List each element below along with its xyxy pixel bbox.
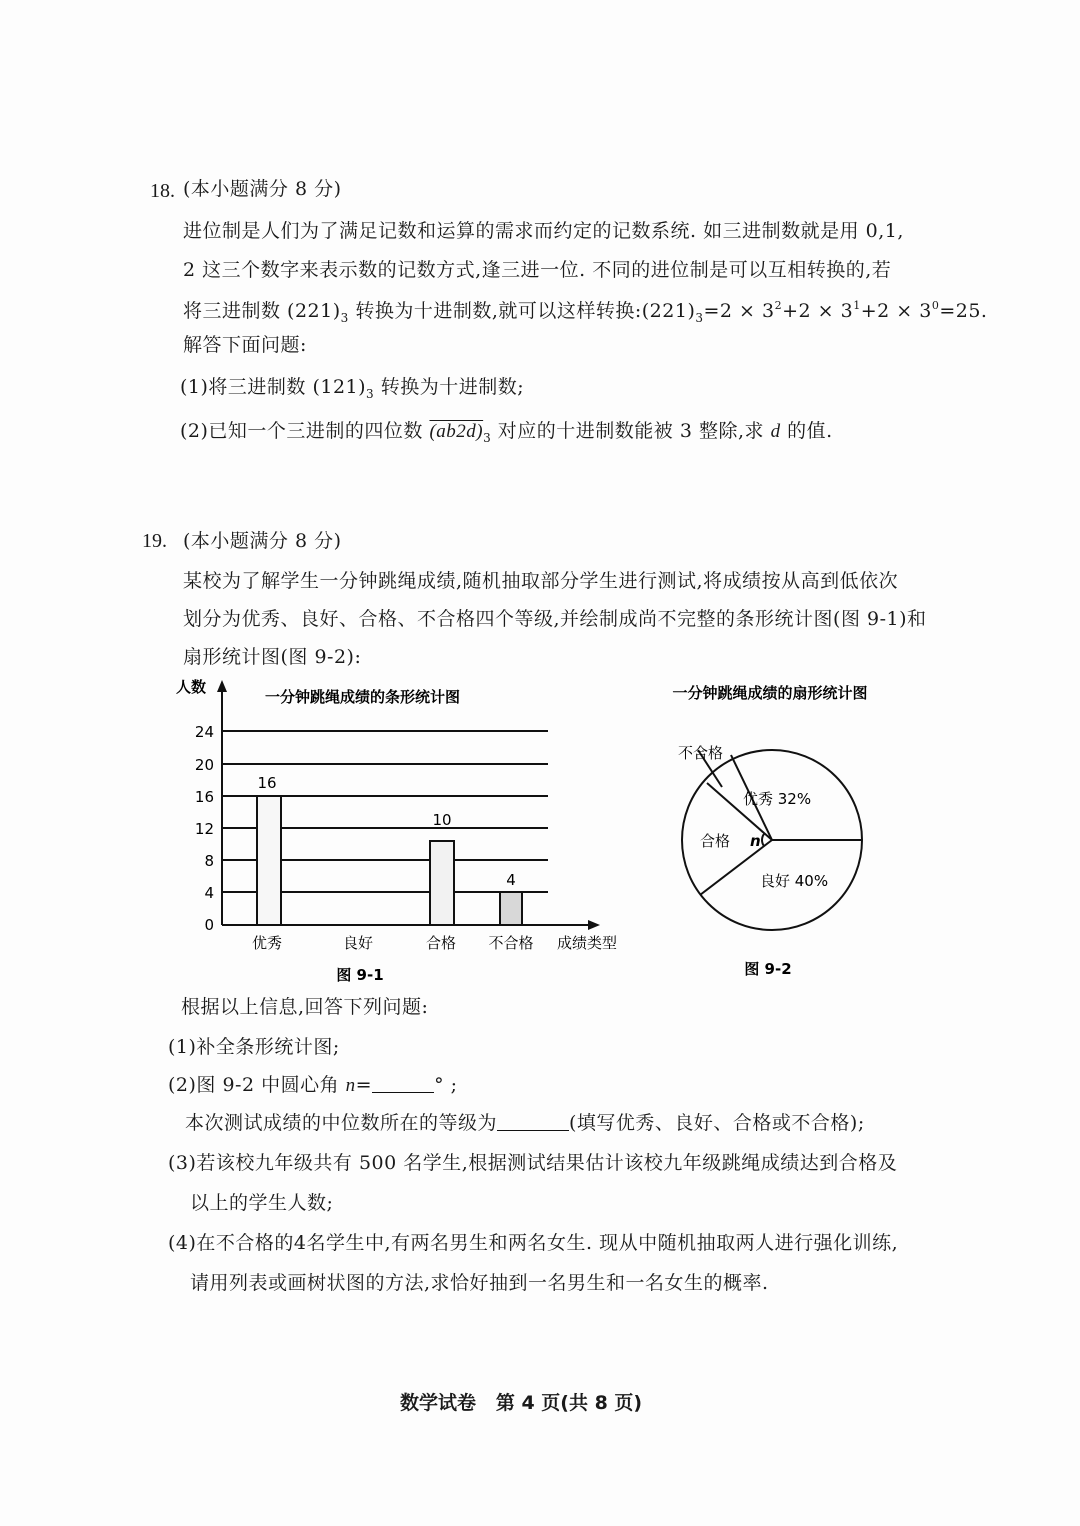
- answer-blank-angle[interactable]: [372, 1074, 434, 1093]
- q19-subquestion-2-line2: 本次测试成绩的中位数所在的等级为 (填写优秀、良好、合格或不合格);: [185, 1112, 865, 1134]
- page-footer: 数学试卷 第 4 页(共 8 页): [400, 1392, 643, 1414]
- answer-blank-median[interactable]: [497, 1112, 569, 1131]
- q19-paragraph-line3: 扇形统计图(图 9-2):: [183, 646, 362, 668]
- q18-prompt: 解答下面问题:: [183, 334, 307, 356]
- bar-excellent: [257, 796, 281, 925]
- bar-value-label: 16: [257, 774, 277, 792]
- bar-chart: [170, 672, 640, 992]
- pie-label-excellent: 优秀 32%: [743, 790, 812, 808]
- bar-pass: [430, 841, 454, 925]
- x-category-label: 优秀: [251, 934, 283, 952]
- pie-chart-caption: 图 9-2: [744, 960, 792, 978]
- bar-chart-caption: 图 9-1: [336, 966, 384, 984]
- q19-points: (本小题满分 8 分): [183, 530, 342, 552]
- y-tick: 24: [194, 723, 214, 741]
- q18-subquestion-2: (2)已知一个三进制的四位数 $(ab2d)_3$ 对应的十进制数能被 3 整除,求 d 的值.: [180, 420, 833, 445]
- q19-subquestion-4-line2: 请用列表或画树状图的方法,求恰好抽到一名男生和一名女生的概率.: [190, 1272, 769, 1294]
- q18-paragraph-line2: 2 这三个数字来表示数的记数方式,逢三进一位. 不同的进位制是可以互相转换的,若: [183, 259, 892, 281]
- bar-fail: [500, 892, 522, 925]
- y-axis-label: 人数: [176, 678, 207, 696]
- pie-label-good: 良好 40%: [760, 872, 829, 890]
- bar-chart-title: 一分钟跳绳成绩的条形统计图: [265, 688, 461, 706]
- x-category-label: 不合格: [488, 934, 534, 952]
- y-tick: 8: [204, 852, 214, 870]
- q19-subquestion-4-line1: (4)在不合格的4名学生中,有两名男生和两名女生. 现从中随机抽取两人进行强化训练,: [168, 1232, 899, 1254]
- q18-number: 18.: [150, 180, 175, 202]
- q18-paragraph-line1: 进位制是人们为了满足记数和运算的需求而约定的记数系统. 如三进制数就是用 0,1,: [183, 220, 904, 242]
- x-axis-label: 成绩类型: [557, 934, 618, 952]
- q19-subquestion-3-line1: (3)若该校九年级共有 500 名学生,根据测试结果估计该校九年级跳绳成绩达到合格及: [168, 1152, 898, 1174]
- q18-points: (本小题满分 8 分): [183, 178, 342, 200]
- pie-label-pass: 合格: [700, 832, 731, 850]
- pie-chart-title: 一分钟跳绳成绩的扇形统计图: [672, 684, 868, 702]
- q19-subquestion-2: (2)图 9-2 中圆心角 n= ° ;: [168, 1074, 458, 1096]
- bar-value-label: 4: [506, 871, 516, 889]
- q19-number: 19.: [142, 530, 167, 552]
- q19-paragraph-line2: 划分为优秀、良好、合格、不合格四个等级,并绘制成尚不完整的条形统计图(图 9-1)和: [183, 608, 927, 630]
- q19-paragraph-line1: 某校为了解学生一分钟跳绳成绩,随机抽取部分学生进行测试,将成绩按从高到低依次: [183, 570, 899, 592]
- q18-subquestion-1: (1)将三进制数 $(121)_3$ 转换为十进制数;: [180, 376, 525, 401]
- bar-value-label: 10: [432, 811, 452, 829]
- angle-n-label: n: [750, 832, 761, 850]
- y-tick: 4: [204, 884, 214, 902]
- x-category-label: 合格: [425, 934, 457, 952]
- y-tick: 12: [194, 820, 214, 838]
- pie-label-fail: 不合格: [678, 744, 724, 762]
- y-tick: 20: [194, 756, 214, 774]
- y-tick: 16: [194, 788, 214, 806]
- y-tick: 0: [204, 916, 214, 934]
- x-category-label: 良好: [342, 934, 374, 952]
- q19-subquestion-3-line2: 以上的学生人数;: [190, 1192, 334, 1214]
- pie-chart: [640, 672, 900, 992]
- q18-paragraph-line3: 将三进制数 $(221)_3$ 转换为十进制数,就可以这样转换$:(221)_3=2 \times 3^2+2 \times 3^1+2 \times 3^0=25$.: [183, 299, 988, 325]
- q19-subquestion-1: (1)补全条形统计图;: [168, 1036, 340, 1058]
- q19-prompt: 根据以上信息,回答下列问题:: [181, 996, 429, 1018]
